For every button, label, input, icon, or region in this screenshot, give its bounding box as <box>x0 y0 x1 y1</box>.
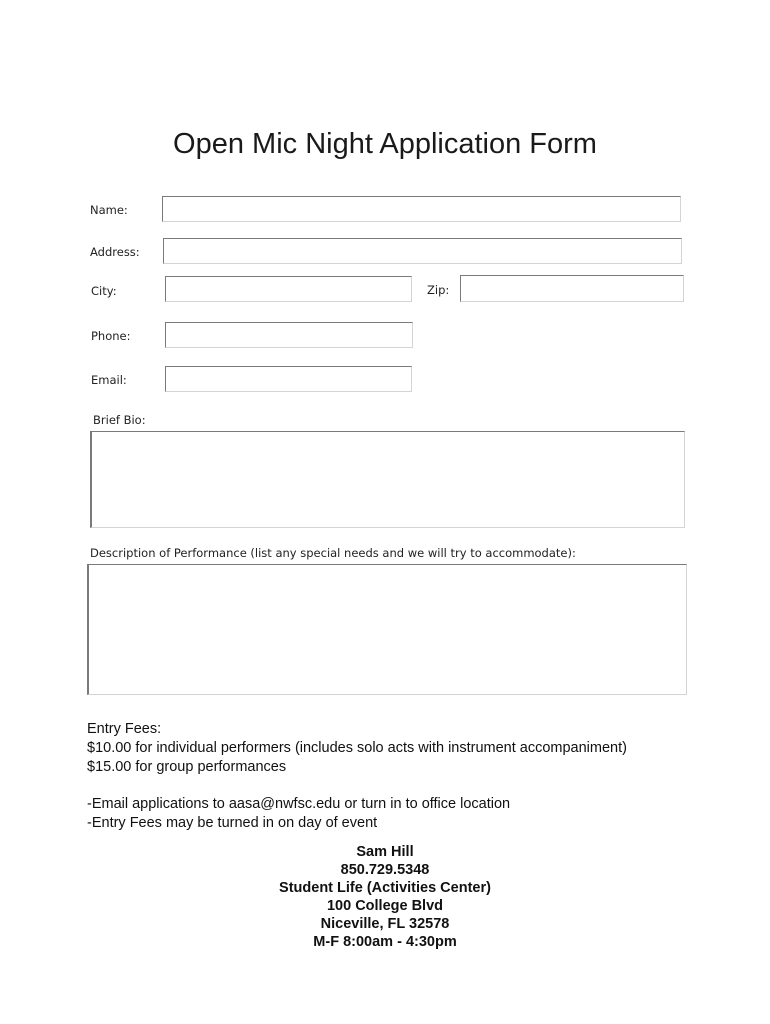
performance-textarea[interactable] <box>87 564 687 695</box>
page-title: Open Mic Night Application Form <box>173 128 597 160</box>
bio-textarea[interactable] <box>90 431 685 528</box>
contact-hours: M-F 8:00am - 4:30pm <box>313 934 457 950</box>
fee-individual: $10.00 for individual performers (includes solo acts with instrument accompaniment) <box>87 740 627 756</box>
city-field[interactable] <box>165 276 412 302</box>
city-label: City: <box>91 284 117 298</box>
name-field[interactable] <box>162 196 681 222</box>
address-field[interactable] <box>163 238 682 264</box>
fee-group: $15.00 for group performances <box>87 759 287 775</box>
email-field[interactable] <box>165 366 412 392</box>
contact-city: Niceville, FL 32578 <box>320 916 450 932</box>
fees-heading: Entry Fees: <box>87 721 162 737</box>
email-label: Email: <box>91 373 127 387</box>
zip-field[interactable] <box>460 275 684 302</box>
note-fees: -Entry Fees may be turned in on day of event <box>87 815 378 831</box>
phone-label: Phone: <box>91 329 131 343</box>
bio-label: Brief Bio: <box>93 413 146 427</box>
contact-office: Student Life (Activities Center) <box>279 880 491 896</box>
phone-field[interactable] <box>165 322 413 348</box>
name-label: Name: <box>90 203 128 217</box>
contact-phone: 850.729.5348 <box>340 862 430 878</box>
address-label: Address: <box>90 245 140 259</box>
contact-block <box>0 843 770 951</box>
zip-label: Zip: <box>427 283 450 297</box>
fees-info <box>87 720 627 833</box>
contact-name: Sam Hill <box>356 844 414 860</box>
note-email: -Email applications to aasa@nwfsc.edu or turn in to office location <box>87 796 511 812</box>
performance-label: Description of Performance (list any special needs and we will try to accommodate): <box>90 546 576 560</box>
contact-street: 100 College Blvd <box>326 898 444 914</box>
